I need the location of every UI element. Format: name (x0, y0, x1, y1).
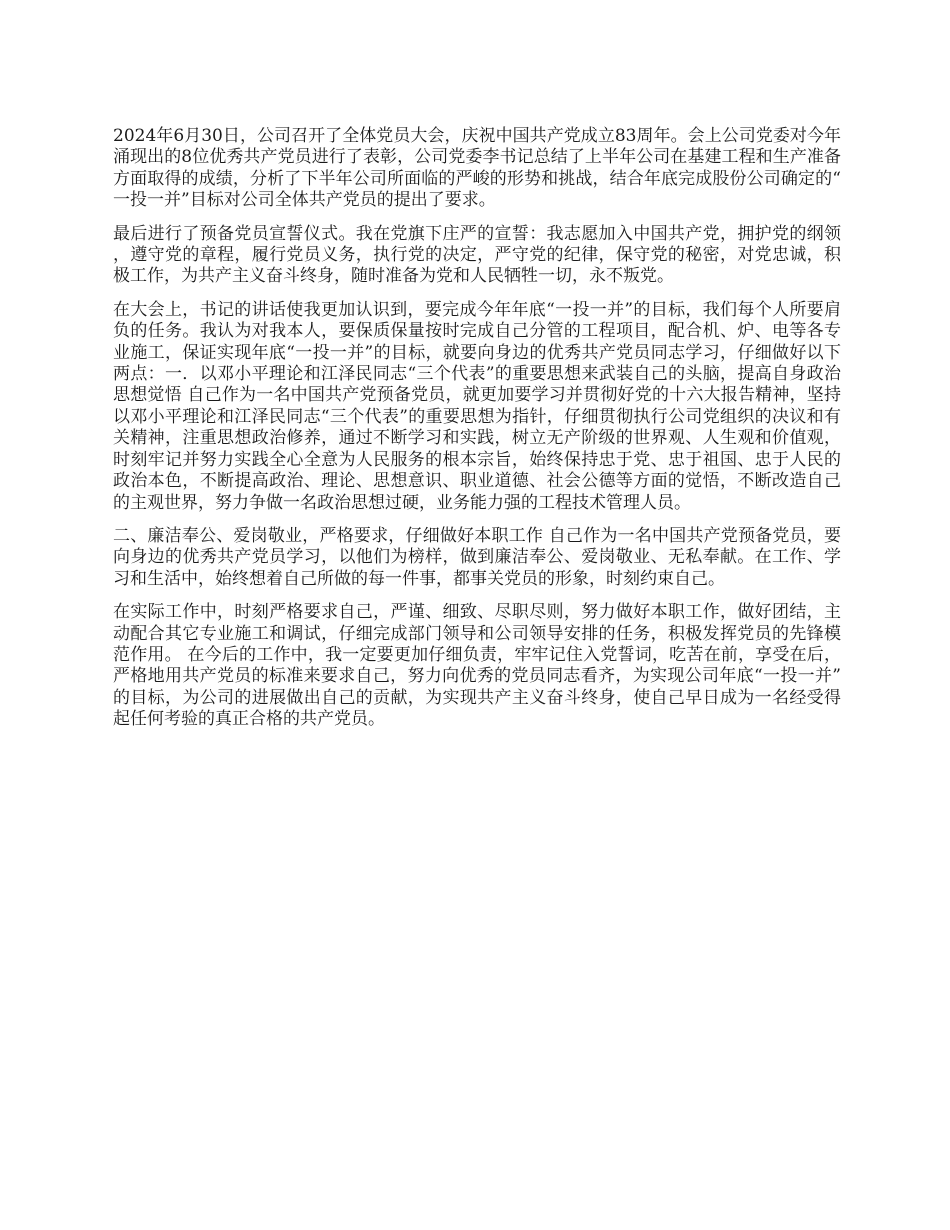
paragraph-point-two: 二、廉洁奉公、爱岗敬业，严格要求，仔细做好本职工作 自己作为一名中国共产党预备党员，要向身边的优秀共产党员学习，以他们为榜样，做到廉洁奉公、爱岗敬业、无私奉献。在工作、学习和生活中，始终想着自己所做的每一件事，都事关党员的形象，时刻约束自己。 (113, 525, 841, 589)
document-body (113, 126, 841, 743)
paragraph-meeting-summary: 2024年6月30日，公司召开了全体党员大会，庆祝中国共产党成立83周年。会上公司党委对今年涌现出的8位优秀共产党员进行了表彰，公司党委李书记总结了上半年公司在基建工程和生产准备方面取得的成绩，分析了下半年公司所面临的严峻的形势和挑战，结合年底完成股份公司确定的“一投一并”目标对公司全体共产党员的提出了要求。 (113, 126, 841, 211)
paragraph-conclusion: 在实际工作中，时刻严格要求自己，严谨、细致、尽职尽则，努力做好本职工作，做好团结，主动配合其它专业施工和调试，仔细完成部门领导和公司领导安排的任务，积极发挥党员的先锋模范作用。 在今后的工作中，我一定要更加仔细负责，牢牢记住入党誓词，吃苦在前，享受在后，严格地用共产党员的标准来要求自己，努力向优秀的党员同志看齐，为实现公司年底“一投一并”的目标，为公司的进展做出自己的贡献，为实现共产主义奋斗终身，使自己早日成为一名经受得起任何考验的真正合格的共产党员。 (113, 602, 841, 730)
paragraph-oath-ceremony: 最后进行了预备党员宣誓仪式。我在党旗下庄严的宣誓：我志愿加入中国共产党，拥护党的纲领，遵守党的章程，履行党员义务，执行党的决定，严守党的纪律，保守党的秘密，对党忠诚，积极工作，为共产主义奋斗终身，随时准备为党和人民牺牲一切，永不叛党。 (113, 223, 841, 287)
paragraph-reflection-point-one: 在大会上，书记的讲话使我更加认识到，要完成今年年底“一投一并”的目标，我们每个人所要肩负的任务。我认为对我本人，要保质保量按时完成自己分管的工程项目，配合机、炉、电等各专业施工，保证实现年底“一投一并”的目标，就要向身边的优秀共产党员同志学习，仔细做好以下两点：一．以邓小平理论和江泽民同志“三个代表”的重要思想来武装自己的头脑，提高自身政治思想觉悟 自己作为一名中国共产党预备党员，就更加要学习并贯彻好党的十六大报告精神，坚持以邓小平理论和江泽民同志“三个代表”的重要思想为指针，仔细贯彻执行公司党组织的决议和有关精神，注重思想政治修养，通过不断学习和实践，树立无产阶级的世界观、人生观和价值观，时刻牢记并努力实践全心全意为人民服务的根本宗旨，始终保持忠于党、忠于祖国、忠于人民的政治本色，不断提高政治、理论、思想意识、职业道德、社会公德等方面的觉悟，不断改造自己的主观世界，努力争做一名政治思想过硬，业务能力强的工程技术管理人员。 (113, 299, 841, 513)
